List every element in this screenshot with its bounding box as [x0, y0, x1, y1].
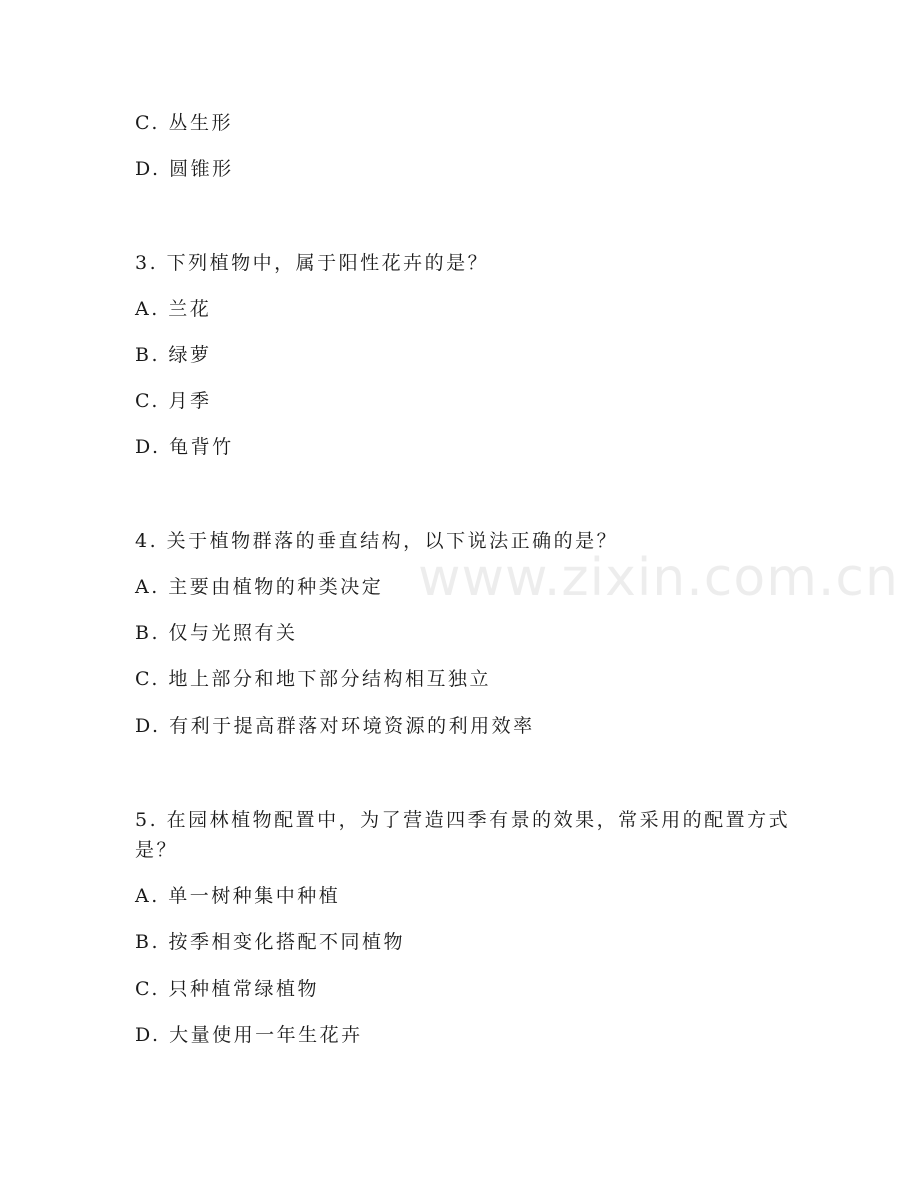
question-stem-line-2: 是？	[135, 839, 179, 861]
option-c: C. 地上部分和地下部分结构相互独立	[135, 668, 491, 690]
option-c: C. 月季	[135, 390, 212, 412]
option-a: A. 主要由植物的种类决定	[135, 576, 384, 598]
option-b: B. 仅与光照有关	[135, 622, 298, 644]
question-stem: 3. 下列植物中，属于阳性花卉的是？	[135, 252, 490, 274]
option-d: D. 圆锥形	[135, 158, 234, 180]
option-b: B. 绿萝	[135, 344, 212, 366]
option-d: D. 大量使用一年生花卉	[135, 1024, 363, 1046]
option-c: C. 丛生形	[135, 112, 233, 134]
option-a: A. 兰花	[135, 298, 212, 320]
question-stem: 4. 关于植物群落的垂直结构，以下说法正确的是？	[135, 530, 619, 552]
option-c: C. 只种植常绿植物	[135, 978, 319, 1000]
watermark: www.zixin.com.cn	[418, 548, 899, 608]
option-d: D. 龟背竹	[135, 436, 234, 458]
option-b: B. 按季相变化搭配不同植物	[135, 931, 406, 953]
option-a: A. 单一树种集中种植	[135, 885, 341, 907]
option-d: D. 有利于提高群落对环境资源的利用效率	[135, 715, 535, 737]
question-stem-line-1: 5. 在园林植物配置中，为了营造四季有景的效果，常采用的配置方式	[135, 809, 791, 831]
